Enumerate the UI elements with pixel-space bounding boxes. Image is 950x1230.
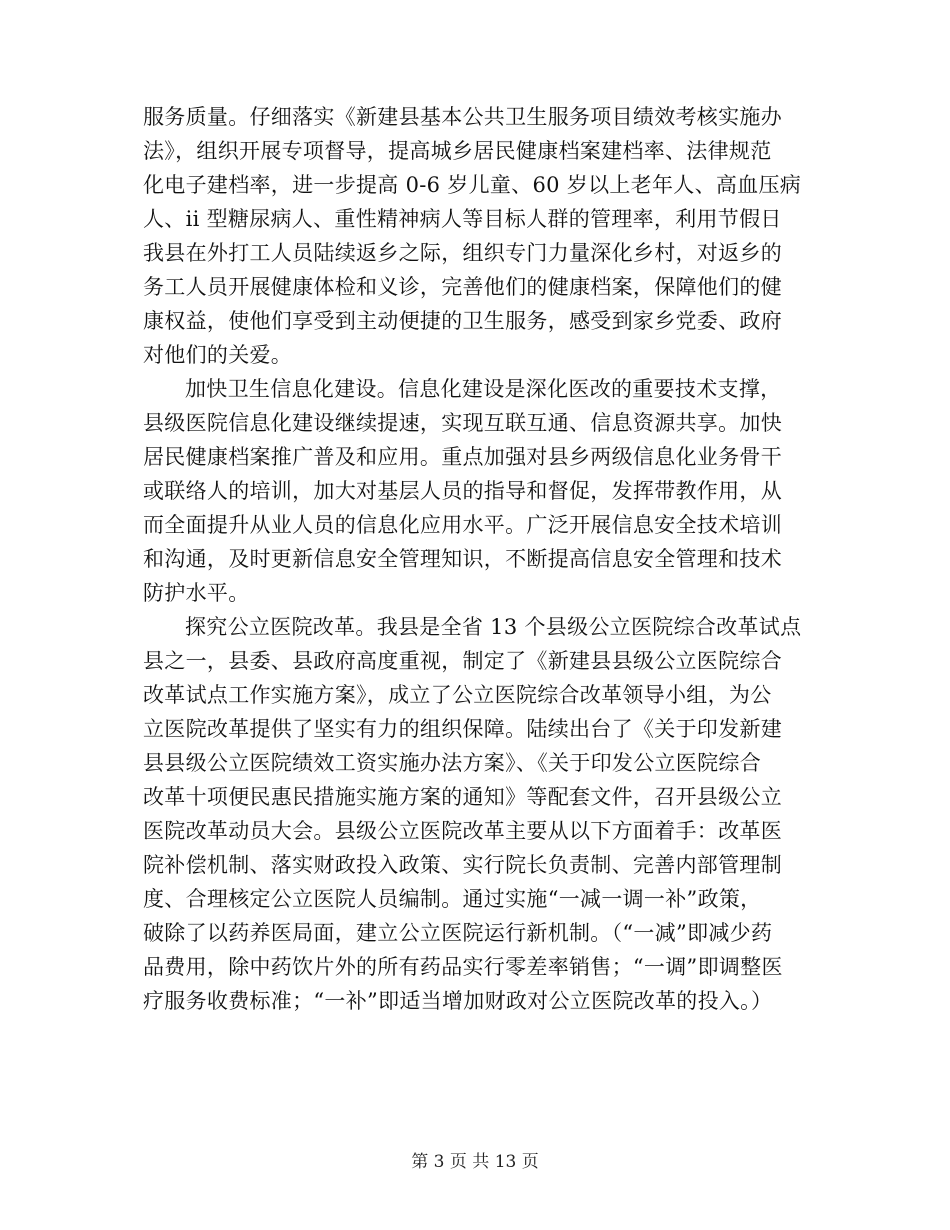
- text-line: 改革试点工作实施方案》，成立了公立医院综合改革领导小组，为公: [143, 683, 772, 707]
- text-line: 和沟通，及时更新信息安全管理知识，不断提高信息安全管理和技术: [143, 547, 782, 571]
- text-line: 品费用，除中药饮片外的所有药品实行零差率销售；“一调”即调整医: [143, 955, 783, 979]
- text-line: 立医院改革提供了坚实有力的组织保障。陆续出台了《关于印发新建: [143, 717, 782, 741]
- text-line: 康权益，使他们享受到主动便捷的卫生服务，感受到家乡党委、政府: [143, 309, 782, 333]
- text-line: 我县在外打工人员陆续返乡之际，组织专门力量深化乡村，对返乡的: [143, 241, 782, 265]
- text-line: 服务质量。仔细落实《新建县基本公共卫生服务项目绩效考核实施办: [143, 105, 782, 129]
- text-line: 度、合理核定公立医院人员编制。通过实施“一减一调一补”政策，: [143, 887, 762, 911]
- text-line: 医院改革动员大会。县级公立医院改革主要从以下方面着手：改革医: [143, 819, 782, 843]
- text-line: 法》，组织开展专项督导，提高城乡居民健康档案建档率、法律规范: [143, 139, 772, 163]
- text-line: 院补偿机制、落实财政投入政策、实行院长负责制、完善内部管理制: [143, 853, 782, 877]
- text-line: 县级医院信息化建设继续提速，实现互联互通、信息资源共享。加快: [143, 411, 782, 435]
- text-line: 破除了以药养医局面，建立公立医院运行新机制。（“一减”即减少药: [143, 921, 773, 945]
- text-line: 务工人员开展健康体检和义诊，完善他们的健康档案，保障他们的健: [143, 275, 782, 299]
- text-line: 人、ii 型糖尿病人、重性精神病人等目标人群的管理率，利用节假日: [143, 207, 782, 231]
- text-line: 防护水平。: [143, 581, 250, 605]
- text-line: 化电子建档率，进一步提高 0-6 岁儿童、60 岁以上老年人、高血压病: [143, 173, 802, 197]
- text-line: 县县级公立医院绩效工资实施办法方案》、《关于印发公立医院综合: [143, 751, 761, 775]
- text-line: 居民健康档案推广普及和应用。重点加强对县乡两级信息化业务骨干: [143, 445, 782, 469]
- text-line: 疗服务收费标准；“一补”即适当增加财政对公立医院改革的投入。）: [143, 989, 773, 1013]
- paragraph-start-line: 探究公立医院改革。我县是全省 13 个县级公立医院综合改革试点: [185, 615, 802, 639]
- text-line: 改革十项便民惠民措施实施方案的通知》等配套文件，召开县级公立: [143, 785, 782, 809]
- text-line: 或联络人的培训，加大对基层人员的指导和督促，发挥带教作用，从: [143, 479, 782, 503]
- document-body: [143, 100, 803, 1018]
- page-number-footer: 第 3 页 共 13 页: [411, 1152, 539, 1172]
- text-line: 对他们的关爱。: [143, 343, 293, 367]
- text-line: 而全面提升从业人员的信息化应用水平。广泛开展信息安全技术培训: [143, 513, 782, 537]
- text-line: 县之一，县委、县政府高度重视，制定了《新建县县级公立医院综合: [143, 649, 782, 673]
- paragraph-start-line: 加快卫生信息化建设。信息化建设是深化医改的重要技术支撑，: [185, 377, 782, 401]
